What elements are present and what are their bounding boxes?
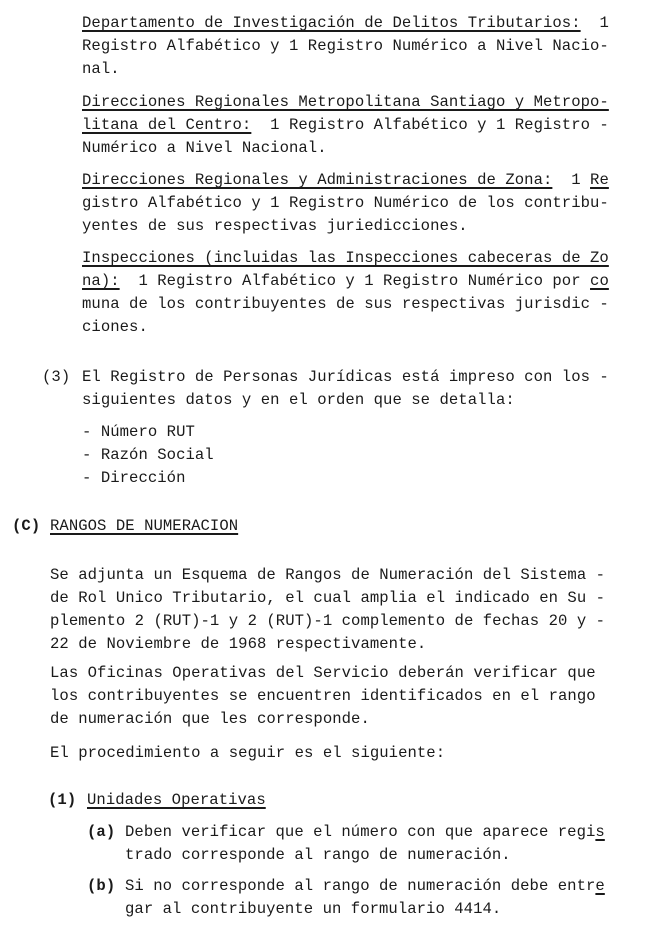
procedure-a-line-1 xyxy=(125,823,605,841)
depto-line-3: nal. xyxy=(82,60,120,78)
para2-line: Las Oficinas Operativas del Servicio deberán verificar que xyxy=(50,664,596,682)
procedure-title: Unidades Operativas xyxy=(87,791,266,809)
inspecciones-heading-line-2: na): xyxy=(82,272,120,290)
item3-line-2: siguientes datos y en el orden que se detalla: xyxy=(82,391,515,409)
metro-heading-line-2: litana del Centro: xyxy=(82,116,252,134)
zona-line-1 xyxy=(82,171,609,189)
metro-line-3: Numérico a Nivel Nacional. xyxy=(82,139,327,157)
procedure-b-label: (b) xyxy=(87,877,116,895)
procedure-b-line1-text: Si no corresponde al rango de numeración debe entr xyxy=(125,877,596,895)
zona-line1-tail: Re xyxy=(590,171,609,189)
para2-line: de numeración que les corresponde. xyxy=(50,710,370,728)
item3-line-1: El Registro de Personas Jurídicas está impreso con los - xyxy=(82,368,609,386)
metro-heading-line-1: Direcciones Regionales Metropolitana Santiago y Metropo- xyxy=(82,93,609,111)
inspecciones-heading-line-1: Inspecciones (incluidas las Inspecciones cabeceras de Zo xyxy=(82,249,609,267)
zona-line-3: yentes de sus respectivas juriedicciones. xyxy=(82,217,468,235)
inspecciones-line2-tail: co xyxy=(590,272,609,290)
item3-number: (3) xyxy=(42,368,71,386)
inspecciones-line-4: ciones. xyxy=(82,318,148,336)
section-c-title: RANGOS DE NUMERACION xyxy=(50,517,239,535)
para1-line: Se adjunta un Esquema de Rangos de Numeración del Sistema - xyxy=(50,566,606,584)
depto-line-1 xyxy=(82,14,609,32)
para1-line: de Rol Unico Tributario, el cual amplia el indicado en Su - xyxy=(50,589,606,607)
procedure-number: (1) xyxy=(48,791,77,809)
para2-line: los contribuyentes se encuentren identificados en el rango xyxy=(50,687,596,705)
zona-line-2: gistro Alfabético y 1 Registro Numérico de los contribu- xyxy=(82,194,609,212)
inspecciones-line-3: muna de los contribuyentes de sus respectivas jurisdic - xyxy=(82,295,609,313)
zona-heading: Direcciones Regionales y Administraciones de Zona: xyxy=(82,171,553,189)
item3-list-item: - Dirección xyxy=(82,469,186,487)
item3-list-item: - Razón Social xyxy=(82,446,214,464)
procedure-a-line1-tail: s xyxy=(595,823,605,841)
para1-line: 22 de Noviembre de 1968 respectivamente. xyxy=(50,635,427,653)
procedure-a-label: (a) xyxy=(87,823,116,841)
depto-line-2: Registro Alfabético y 1 Registro Numérico a Nivel Nacio- xyxy=(82,37,609,55)
inspecciones-line-2 xyxy=(82,272,609,290)
para3-line: El procedimiento a seguir es el siguiente: xyxy=(50,744,446,762)
depto-heading: Departamento de Investigación de Delitos Tributarios: xyxy=(82,14,581,32)
depto-line1-rest: 1 xyxy=(580,14,609,32)
procedure-a-line-2: trado corresponde al rango de numeración. xyxy=(125,846,511,864)
inspecciones-line2-rest: 1 Registro Alfabético y 1 Registro Numérico por xyxy=(119,272,591,290)
procedure-b-line-2: gar al contribuyente un formulario 4414. xyxy=(125,900,502,918)
para1-line: plemento 2 (RUT)-1 y 2 (RUT)-1 complemento de fechas 20 y - xyxy=(50,612,606,630)
zona-line1-rest: 1 xyxy=(552,171,591,189)
procedure-b-line1-tail: e xyxy=(595,877,605,895)
metro-line2-rest: 1 Registro Alfabético y 1 Registro - xyxy=(251,116,609,134)
metro-line-2 xyxy=(82,116,609,134)
section-c-label: (C) xyxy=(12,517,41,535)
procedure-b-line-1 xyxy=(125,877,605,895)
item3-list-item: - Número RUT xyxy=(82,423,195,441)
procedure-a-line1-text: Deben verificar que el número con que aparece regi xyxy=(125,823,596,841)
